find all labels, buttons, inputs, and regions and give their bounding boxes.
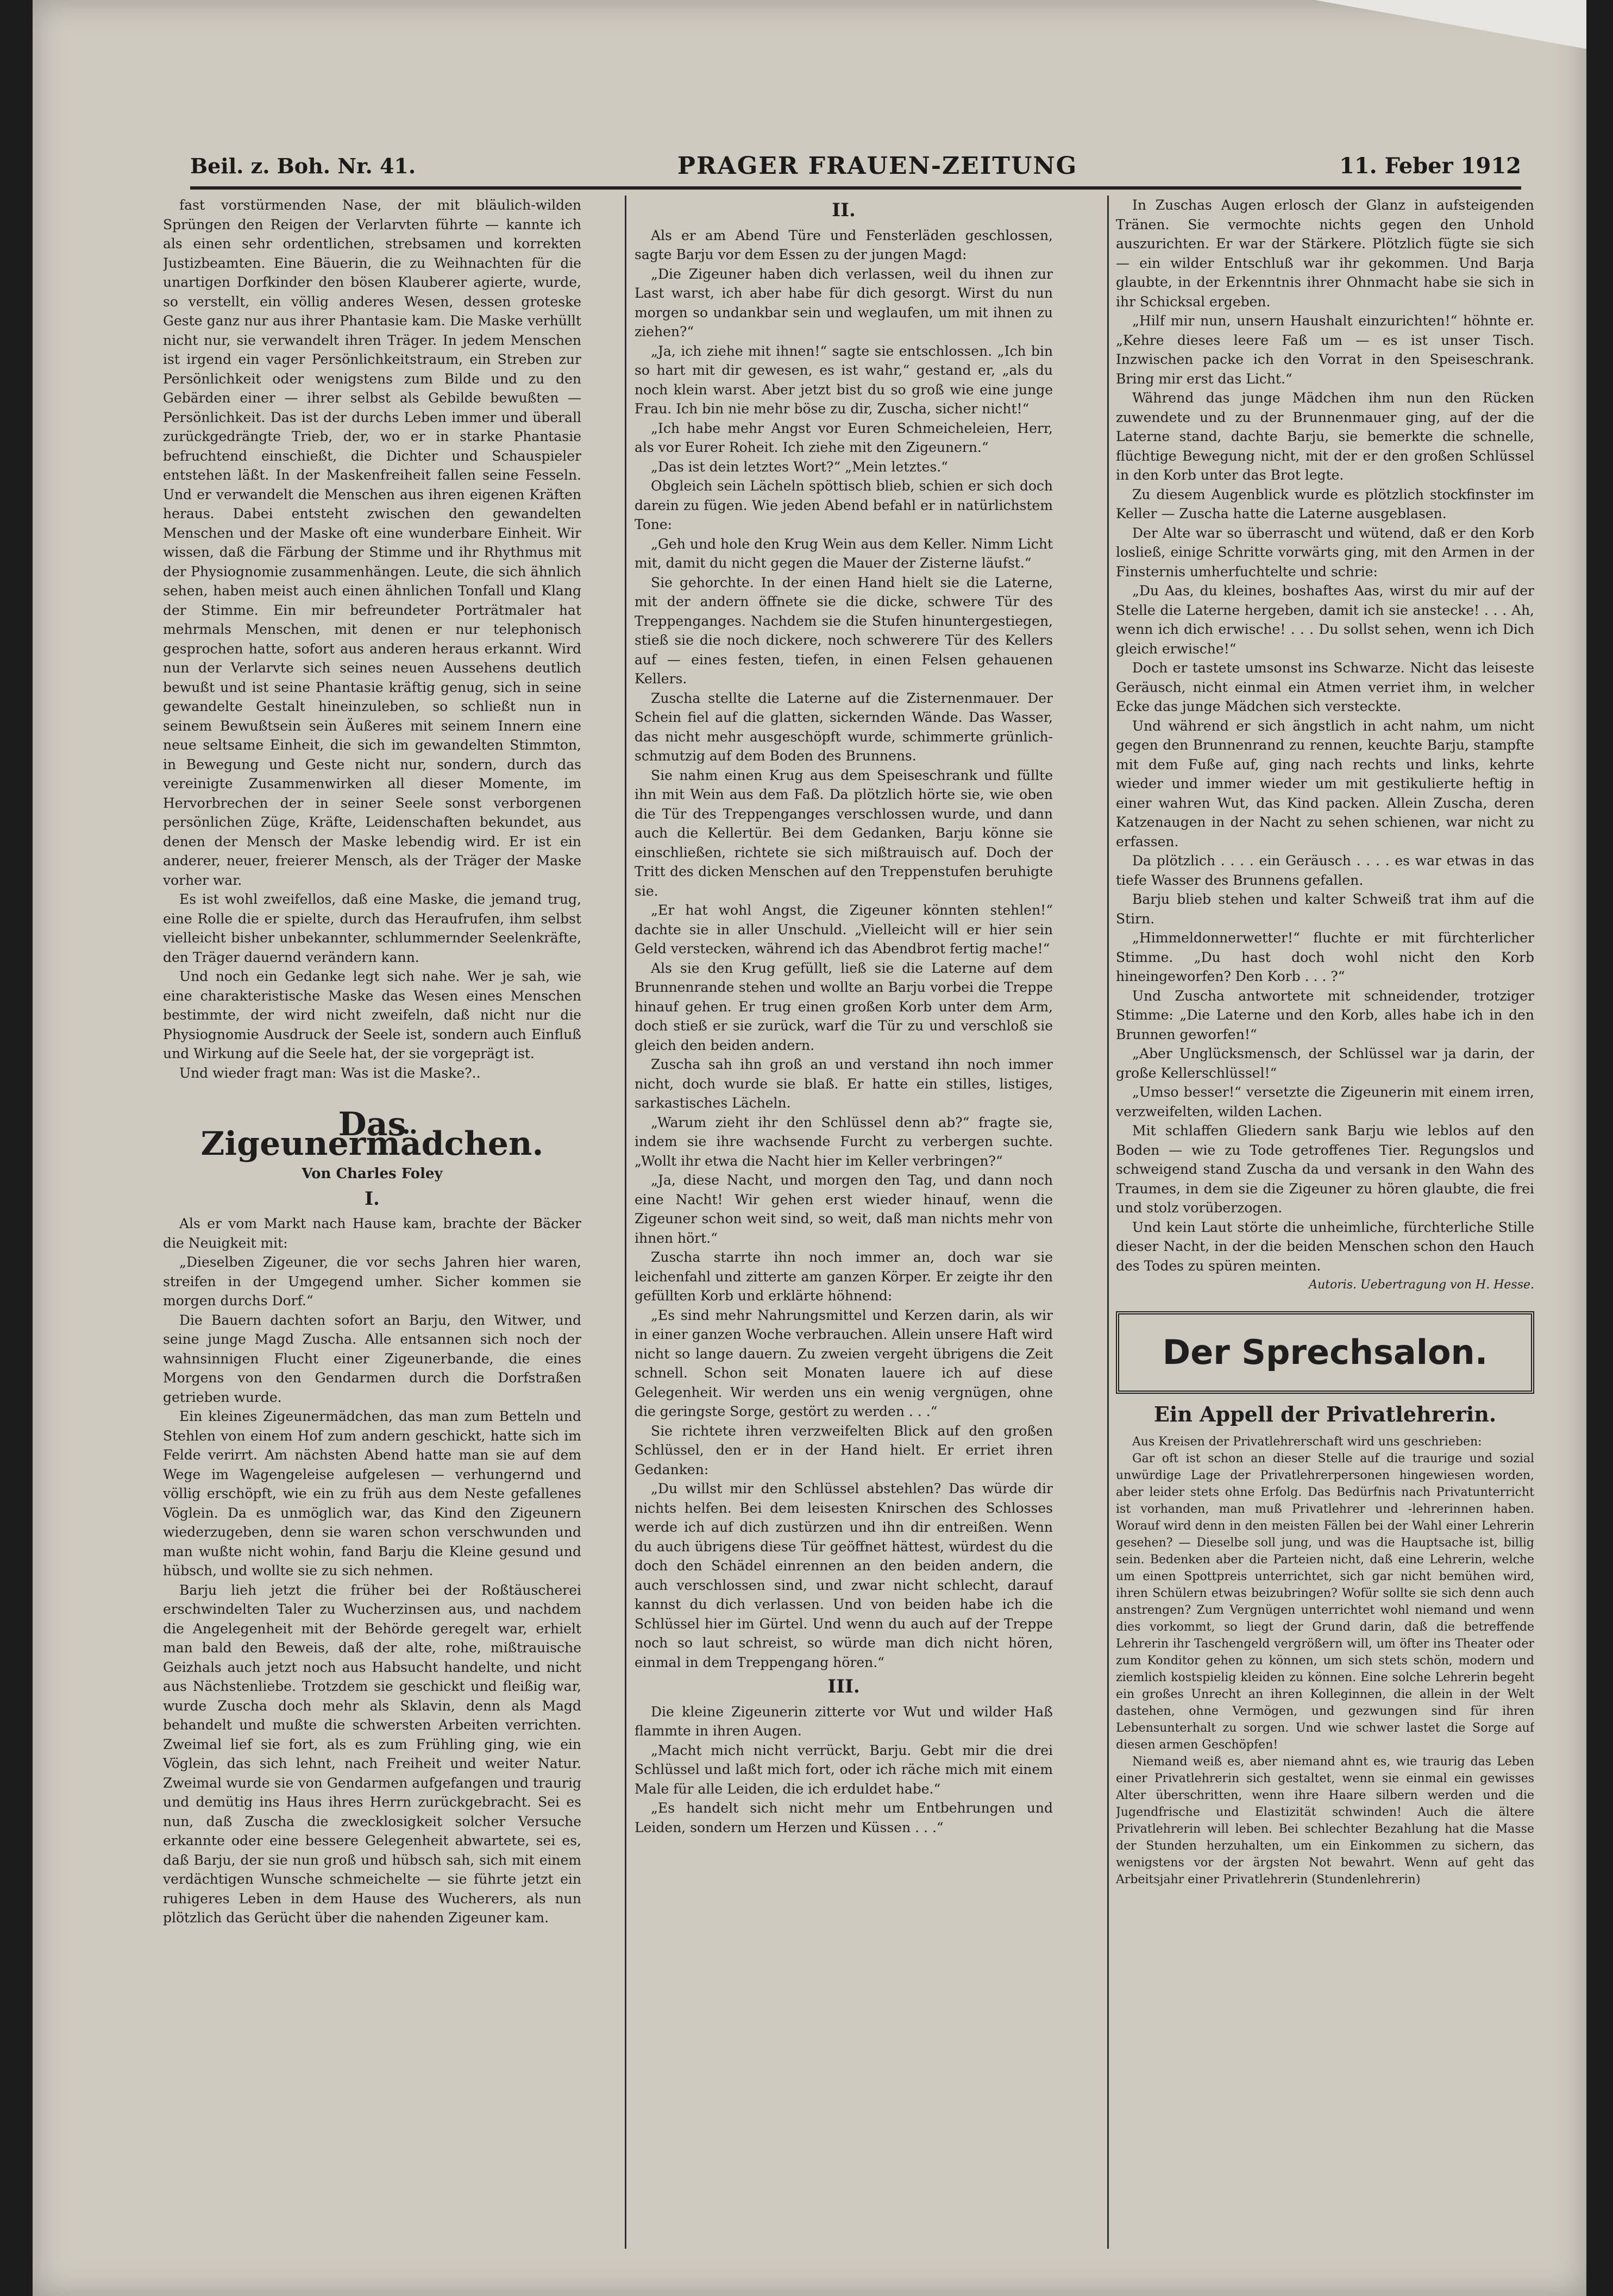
supplement-reference: Beil. z. Boh. Nr. 41.	[190, 153, 416, 178]
section-banner-title: Der Sprechsalon.	[1162, 1332, 1488, 1372]
appeal-paragraph: Niemand weiß es, aber niemand ahnt es, wie traurig das Leben einer Privatlehrerin sich gestaltet, wenn sie einmal ein gewisses Alter überschritten, wenn ihre Haare silbern werden und die Jugendfrische und Elastizität schwinden! Auch die ältere Privatlehrerin will leben. Bei schlechter Bezahlung hat die Masse der Stunden herzuhalten, um ein Einkommen zu sichern, das wenigstens vor der ärgsten Not bewahrt. Wenn auf geht das Arbeitsjahr einer Privatlehrerin (Stundenlehrerin)	[1116, 1755, 1534, 1886]
essay-paragraph: Es ist wohl zweifellos, daß eine Maske, die jemand trug, eine Rolle die er spielte, durch das Heraufrufen, ihm selbst vielleicht bisher unbekannter, schlummernder Seelenkräfte, den Träger dauernd verändern kann.	[163, 891, 581, 965]
story-paragraph: Und kein Laut störte die unheimliche, fürchterliche Stille dieser Nacht, in der die beiden Menschen schon den Hauch des Todes zu spüren meinten.	[1116, 1219, 1534, 1274]
story-paragraph: Barju lieh jetzt die früher bei der Roßtäuscherei erschwindelten Taler zu Wucherzinsen aus, und nachdem die Angelegenheit mit der Behörde geregelt war, erhielt man bald den Beweis, daß der alte, rohe, mißtrauische Geizhals auch jetzt noch aus Habsucht handelte, und nicht aus Nächstenliebe. Trotzdem sie geschickt und fleißig war, wurde Zuscha doch mehr als Sklavin, denn als Magd behandelt und mußte die schwersten Arbeiten verrichten. Zweimal lief sie fort, als es zum Frühling ging, wie ein Vöglein, das sich lehnt, nach Freiheit und weiter Natur. Zweimal wurde sie von Gendarmen aufgefangen und traurig und demütig ins Haus ihres Herrn zurückgebracht. Sei es nun, daß Zuscha die zwecklosigkeit solcher Versuche erkannte oder eine bessere Gelegenheit abwartete, sei es, daß Barju, der sie nun groß und hübsch sah, sich mit einem verdächtigen Wunsche schmeichelte — sie führte jetzt ein ruhigeres Leben in dem Hause des Wucherers, als nun plötzlich das Gerücht über die nahenden Zigeuner kam.	[163, 1582, 581, 1926]
section-number: II.	[832, 199, 856, 221]
story-paragraph: „Aber Unglücksmensch, der Schlüssel war ja darin, der große Kellerschlüssel!“	[1116, 1046, 1534, 1081]
section-number: III.	[827, 1676, 860, 1697]
story-paragraph: Als sie den Krug gefüllt, ließ sie die Laterne auf dem Brunnenrande stehen und wollte an Barju vorbei die Treppe hinauf gehen. Er trug einen großen Korb unter dem Arm, doch stieß er sie zurück, warf die Tür zu und verschloß sie gleich den beiden andern.	[635, 960, 1053, 1053]
essay-paragraph: fast vorstürmenden Nase, der mit bläulich-wilden Sprüngen den Reigen der Verlarvten führte — kannte ich als einen sehr ordentlichen, strebsamen und korrekten Justizbeamten. Eine Bäuerin, die zu Weihnachten für die unartigen Dorfkinder den bösen Klauberer agierte, wurde, so verstellt, ein völlig anderes Wesen, dessen groteske Geste ganz nur aus ihrer Phantasie kam. Die Maske verhüllt nicht nur, sie verwandelt ihren Träger. In jedem Menschen ist irgend ein vager Persönlichkeitstraum, ein Streben zur Persönlichkeit oder wenigstens zum Bilde und zu den Gebärden einer — ihrer selbst als Gebilde bewußten — Persönlichkeit. Das ist der durchs Leben immer und überall zurückgedrängte Trieb, der, wo er in starke Phantasie befruchtend einschießt, die Dichter und Schauspieler entstehen läßt. In der Maskenfreiheit fallen seine Fesseln. Und er verwandelt die Menschen aus ihren eigenen Kräften heraus. Dabei entsteht zwischen den gewandelten Menschen und der Maske oft eine wunderbare Einheit. Wir wissen, daß die Färbung der Stimme und ihr Rhythmus mit der Physiognomie zusammenhängen. Leute, die sich ähnlich sehen, haben meist auch einen ähnlichen Tonfall und Klang der Stimme. Ein mir befreundeter Porträtmaler hat mehrmals Menschen, mit denen er nur telephonisch gesprochen hatte, sofort aus anderen heraus erkannt. Wird nun der Verlarvte sich seines neuen Aussehens deutlich bewußt und ist seine Phantasie kräftig genug, sich in seine gewandelte Gestalt hineinzuleben, so schließt nun in seinem Bewußtsein sein Äußeres mit seinem Innern eine neue seltsame Einheit, die sich im gewandelten Stimmton, in Bewegung und Geste nicht nur, sondern, durch das vereinigte Zusammenwirken all dieser Momente, im Hervorbrechen der in seiner Seele sonst verborgenen persönlichen Züge, Kräfte, Leidenschaften bekundet, aus denen der Mensch der Maske lebendig wird. Er ist ein anderer, neuer, freierer Mensch, als der Träger der Maske vorher war.	[163, 197, 581, 888]
story-paragraph: „Du willst mir den Schlüssel abstehlen? Das würde dir nichts helfen. Bei dem leisesten Knirschen des Schlosses werde ich auf dich zustürzen und ihn dir entreißen. Wenn du auch übrigens diese Tür geöffnet hättest, würdest du die doch den Schädel einrennen an den beiden andern, die auch verschlossen sind, und zwar nicht schlecht, darauf kannst du dich verlassen. Und von beiden habe ich die Schlüssel hier im Gürtel. Und wenn du auch auf der Treppe noch so laut schreist, so würde man dich nicht hören, einmal in dem Treppengang hören.“	[635, 1481, 1053, 1670]
story-paragraph: Die kleine Zigeunerin zitterte vor Wut und wilder Haß flammte in ihren Augen.	[635, 1703, 1053, 1739]
story-paragraph: Ein kleines Zigeunermädchen, das man zum Betteln und Stehlen von einem Hof zum andern geschickt, hatte sich im Felde verirrt. Am nächsten Abend hatte man sie auf dem Wege im Wagengeleise aufgelesen — verhungernd und völlig erschöpft, wie ein zu früh aus dem Neste gefallenes Vöglein. Da es unmöglich war, das Kind den Zigeunern wiederzugeben, denn sie waren schon verschwunden und man wußte nicht wohin, fand Barju die Kleine gesund und hübsch, und wollte sie zu sich nehmen.	[163, 1408, 581, 1578]
story-paragraph: „Macht mich nicht verrückt, Barju. Gebt mir die drei Schlüssel und laßt mich fort, oder ich räche mich mit einem Male für alle Leiden, die ich erduldet habe.“	[635, 1742, 1053, 1797]
story-paragraph: Obgleich sein Lächeln spöttisch blieb, schien er sich doch darein zu fügen. Wie jeden Abend befahl er in natürlichstem Tone:	[635, 478, 1053, 532]
column-1	[163, 196, 581, 2249]
essay-paragraph: Und noch ein Gedanke legt sich nahe. Wer je sah, wie eine charakteristische Maske das Wesen eines Menschen bestimmte, der wird nicht zweifeln, daß nicht nur die Physiognomie Ausdruck der Seele ist, sondern auch Einfluß und Wirkung auf die Seele hat, der sie vorgeprägt ist.	[163, 968, 581, 1061]
story-paragraph: Während das junge Mädchen ihm nun den Rücken zuwendete und zu der Brunnenmauer ging, auf der die Laterne stand, dachte Barju, sie bemerkte die schnelle, flüchtige Bewegung nicht, mit der er den großen Schlüssel in den Korb unter das Brot legte.	[1116, 390, 1534, 483]
column-2	[635, 196, 1053, 2249]
story-paragraph: „Dieselben Zigeuner, die vor sechs Jahren hier waren, streifen in der Umgegend umher. Sicher kommen sie morgen durchs Dorf.“	[163, 1254, 581, 1309]
story-paragraph: „Das ist dein letztes Wort?“ „Mein letztes.“	[651, 458, 948, 475]
story-paragraph: Sie gehorchte. In der einen Hand hielt sie die Laterne, mit der andern öffnete sie die dicke, schwere Tür des Treppenganges. Nachdem sie die Stufen hinuntergestiegen, stieß sie die noch dickere, noch schwerere Tür des Kellers auf — eines festen, tiefen, in einen Felsen gehauenen Kellers.	[635, 574, 1053, 687]
appeal-title: Ein Appell der Privatlehrerin.	[1153, 1401, 1497, 1426]
newspaper-page	[33, 0, 1586, 2296]
story-paragraph: „Er hat wohl Angst, die Zigeuner könnten stehlen!“ dachte sie in aller Unschuld. „Vielleicht will er hier sein Geld verstecken, während ich das Abendbrot fertig mache!“	[635, 902, 1053, 957]
story-paragraph: „Geh und hole den Krug Wein aus dem Keller. Nimm Licht mit, damit du nicht gegen die Mauer der Zisterne läufst.“	[635, 536, 1053, 571]
story-paragraph: Mit schlaffen Gliedern sank Barju wie leblos auf den Boden — wie zu Tode getroffenes Tier. Regungslos und schweigend stand Zuscha da und versank in den Wahn des Traumes, in dem sie die Zigeuner zu hören glaubte, die frei und stolz vorüberzogen.	[1116, 1123, 1534, 1216]
story-paragraph: „Ich habe mehr Angst vor Euren Schmeicheleien, Herr, als vor Eurer Roheit. Ich ziehe mit den Zigeunern.“	[635, 420, 1053, 455]
story-paragraph: Zuscha starrte ihn noch immer an, doch war sie leichenfahl und zitterte am ganzen Körper. Er zeigte ihr den gefüllten Korb und erklärte höhnend:	[635, 1249, 1053, 1304]
article-byline: Von Charles Foley	[302, 1166, 443, 1182]
story-paragraph: In Zuschas Augen erlosch der Glanz in aufsteigenden Tränen. Sie vermochte nichts gegen den Unhold auszurichten. Er war der Stärkere. Plötzlich fügte sie sich — ein wilder Entschluß war ihr gekommen. Und Barja glaubte, in der Erkenntnis ihrer Ohnmacht habe sie sich in ihr Schicksal ergeben.	[1116, 197, 1534, 310]
story-paragraph: Sie richtete ihren verzweifelten Blick auf den großen Schlüssel, den er in der Hand hielt. Er erriet ihren Gedanken:	[635, 1423, 1053, 1477]
story-paragraph: Sie nahm einen Krug aus dem Speiseschrank und füllte ihn mit Wein aus dem Faß. Da plötzlich hörte sie, wie oben die Tür des Treppenganges verschlossen wurde, und dann auch die Kellertür. Bei dem Gedanken, Barju könne sie einschließen, richtete sie sich mißtrauisch auf. Doch der Tritt des dicken Menschen auf den Treppenstufen beruhigte sie.	[635, 767, 1053, 899]
section-banner	[1116, 1311, 1534, 1394]
story-paragraph: „Umso besser!“ versetzte die Zigeunerin mit einem irren, verzweifelten, wilden Lachen.	[1116, 1084, 1534, 1119]
appeal-paragraph: Gar oft ist schon an dieser Stelle auf die traurige und sozial unwürdige Lage der Privatlehrerpersonen hingewiesen worden, aber leider stets ohne Erfolg. Das Bedürfnis nach Privatunterricht ist vorhanden, man muß Privatlehrer und -lehrerinnen haben. Worauf wird denn in den meisten Fällen bei der Wahl einer Lehrerin gesehen? — Dieselbe soll jung, und was die Hauptsache ist, billig sein. Bedenken aber die Parteien nicht, daß eine Lehrerin, welche um einen Spottpreis unterrichtet, sich gar nicht bemühen wird, ihren Schülern etwas beizubringen? Wofür sollte sie sich denn auch anstrengen? Zum Vergnügen unterrichtet wohl niemand und wenn dies vorkommt, so liegt der Grund darin, daß die betreffende Lehrerin ihr Taschengeld vergrößern will, um öfter ins Theater oder zum Konditor gehen zu können, um sich stets schön, modern und ziemlich kostspielig kleiden zu können. Eine solche Lehrerin begeht ein großes Unrecht an ihren Kolleginnen, die allein in der Welt dastehen, ohne Vermögen, und gezwungen sind für ihren Lebensunterhalt zu sorgen. Und wie schwer lastet die Sorge auf diesen armen Geschöpfen!	[1116, 1452, 1534, 1752]
essay-closing: Und wieder fragt man: Was ist die Maske?..	[179, 1065, 481, 1081]
translation-credit: Autoris. Uebertragung von H. Hesse.	[1309, 1278, 1534, 1292]
story-paragraph: „Es sind mehr Nahrungsmittel und Kerzen darin, als wir in einer ganzen Woche verbrauchen. Allein unsere Haft wird nicht so lange dauern. Zu zweien vergeht übrigens die Zeit schnell. Schon seit Monaten lauere ich auf diese Gelegenheit. Wir werden uns ein wenig vergnügen, ohne die geringste Sorge, gestört zu werden . . .“	[635, 1307, 1053, 1419]
story-paragraph: „Hilf mir nun, unsern Haushalt einzurichten!“ höhnte er. „Kehre dieses leere Faß um — es ist unser Tisch. Inzwischen packe ich den Vorrat in den Speiseschrank. Bring mir erst das Licht.“	[1116, 313, 1534, 387]
story-paragraph: „Warum zieht ihr den Schlüssel denn ab?“ fragte sie, indem sie ihre wachsende Furcht zu verbergen suchte. „Wollt ihr etwa die Nacht hier im Keller verbringen?“	[635, 1114, 1053, 1169]
story-paragraph: „Es handelt sich nicht mehr um Entbehrungen und Leiden, sondern um Herzen und Küssen . . .“	[635, 1800, 1053, 1835]
article-title: Das Zigeunermädchen.	[200, 1105, 544, 1163]
column-divider-2	[1107, 196, 1109, 2249]
newspaper-title: PRAGER FRAUEN-ZEITUNG	[677, 152, 1078, 180]
story-paragraph: „Die Zigeuner haben dich verlassen, weil du ihnen zur Last warst, ich aber habe für dich gesorgt. Wirst du nun morgen so undankbar sein und weglaufen, um mit ihnen zu ziehen?“	[635, 266, 1053, 339]
story-paragraph: Zuscha sah ihn groß an und verstand ihn noch immer nicht, doch wurde sie blaß. Er hatte ein stilles, listiges, sarkastisches Lächeln.	[635, 1056, 1053, 1111]
story-paragraph: Zu diesem Augenblick wurde es plötzlich stockfinster im Keller — Zuscha hatte die Laterne ausgeblasen.	[1116, 486, 1534, 521]
story-paragraph: Und während er sich ängstlich in acht nahm, um nicht gegen den Brunnenrand zu rennen, keuchte Barju, stampfte mit dem Fuße auf, ging nach rechts und links, kehrte wieder und immer wieder um mit gestikulierte heftig in einer wahren Wut, das Kind packen. Allein Zuscha, deren Katzenaugen in der Nacht zu sehen schienen, war nicht zu erfassen.	[1116, 718, 1534, 850]
story-paragraph: „Ja, diese Nacht, und morgen den Tag, und dann noch eine Nacht! Wir gehen erst wieder hinauf, wenn die Zigeuner schon weit sind, so weit, daß man nichts mehr von ihnen hört.“	[635, 1172, 1053, 1246]
appeal-body	[1116, 1433, 1534, 1888]
story-paragraph: Die Bauern dachten sofort an Barju, den Witwer, und seine junge Magd Zuscha. Alle entsannen sich noch der wahnsinnigen Flucht einer Zigeunerbande, die eines Morgens von den Gendarmen durch die Dorfstraßen getrieben wurde.	[163, 1312, 581, 1405]
issue-date: 11. Feber 1912	[1339, 153, 1521, 179]
story-paragraph: „Ja, ich ziehe mit ihnen!“ sagte sie entschlossen. „Ich bin so hart mit dir gewesen, es ist wahr,“ gestand er, „als du noch klein warst. Aber jetzt bist du so groß wie eine junge Frau. Ich bin nie mehr böse zu dir, Zuscha, sicher nicht!“	[635, 343, 1053, 417]
folded-corner	[1315, 0, 1586, 49]
appeal-paragraph: Aus Kreisen der Privatlehrerschaft wird uns geschrieben:	[1132, 1435, 1482, 1449]
story-paragraph: Zuscha stellte die Laterne auf die Zisternenmauer. Der Schein fiel auf die glatten, sickernden Wände. Das Wasser, das nicht mehr ausgeschöpft wurde, schimmerte grünlich-schmutzig auf dem Boden des Brunnens.	[635, 690, 1053, 764]
column-divider-1	[625, 196, 626, 2249]
story-paragraph: Als er am Abend Türe und Fensterläden geschlossen, sagte Barju vor dem Essen zu der jungen Magd:	[635, 227, 1053, 262]
story-paragraph: Als er vom Markt nach Hause kam, brachte der Bäcker die Neuigkeit mit:	[163, 1216, 581, 1251]
story-paragraph: Da plötzlich . . . . ein Geräusch . . . . es war etwas in das tiefe Wasser des Brunnens gefallen.	[1116, 853, 1534, 888]
story-paragraph: Doch er tastete umsonst ins Schwarze. Nicht das leiseste Geräusch, nicht einmal ein Atmen verriet ihm, in welcher Ecke das junge Mädchen sich versteckte.	[1116, 660, 1534, 714]
story-paragraph: Barju blieb stehen und kalter Schweiß trat ihm auf die Stirn.	[1116, 891, 1534, 927]
column-3	[1116, 196, 1534, 2249]
page-header	[190, 149, 1521, 182]
header-rule	[190, 186, 1521, 190]
story-paragraph: „Du Aas, du kleines, boshaftes Aas, wirst du mir auf der Stelle die Laterne hergeben, damit ich sie anstecke! . . . Ah, wenn ich dich erwische! . . . Du sollst sehen, wenn ich Dich gleich erwische!“	[1116, 583, 1534, 657]
story-paragraph: „Himmeldonnerwetter!“ fluchte er mit fürchterlicher Stimme. „Du hast doch wohl nicht den Korb hineingeworfen? Den Korb . . . ?“	[1116, 930, 1534, 984]
section-number: I.	[365, 1187, 380, 1210]
story-paragraph: Und Zuscha antwortete mit schneidender, trotziger Stimme: „Die Laterne und den Korb, alles habe ich in den Brunnen geworfen!“	[1116, 987, 1534, 1042]
story-paragraph: Der Alte war so überrascht und wütend, daß er den Korb losließ, einige Schritte vorwärts ging, mit den Armen in der Finsternis umherfuchtelte und schrie:	[1116, 525, 1534, 580]
